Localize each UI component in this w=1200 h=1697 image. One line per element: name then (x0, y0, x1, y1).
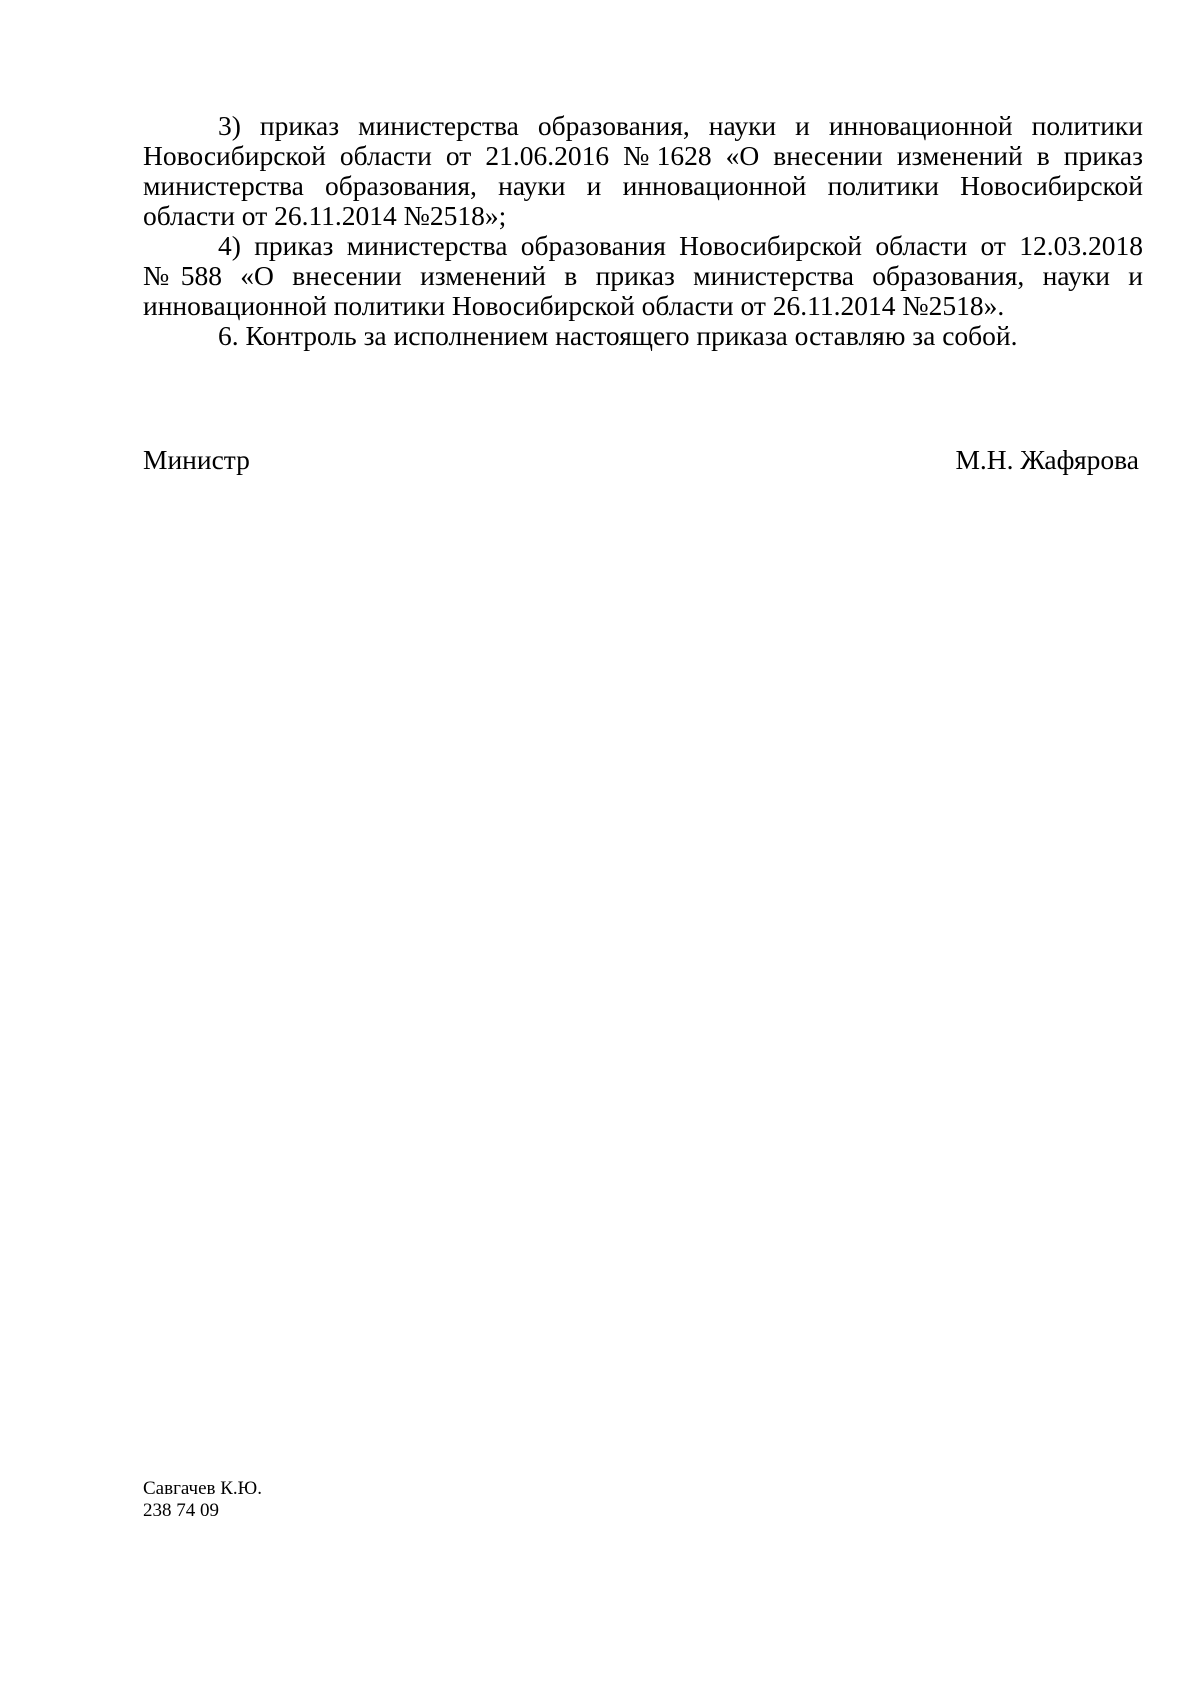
signature-block (143, 443, 1143, 477)
signatory-position: Министр (143, 444, 250, 475)
list-item-4: 4) приказ министерства образования Новосибирской области от 12.03.2018 №588 «О внесении изменений в приказ министерства образования, науки и инновационной политики Новосибирской области от 26.11.2014 №2518». (143, 230, 1143, 321)
executor-block (143, 1478, 262, 1522)
list-item-3: 3) приказ министерства образования, науки и инновационной политики Новосибирской области от 21.06.2016 №1628 «О внесении изменений в приказ министерства образования, науки и инновационной политики Новосибирской области от 26.11.2014 №2518»; (143, 110, 1143, 231)
signatory-name: М.Н. Жафярова (955, 444, 1139, 475)
executor-name: Савгачев К.Ю. (143, 1478, 262, 1499)
executor-phone: 238 74 09 (143, 1500, 219, 1521)
clause-6: 6. Контроль за исполнением настоящего приказа оставляю за собой. (218, 320, 1018, 351)
document-body (143, 111, 1143, 351)
